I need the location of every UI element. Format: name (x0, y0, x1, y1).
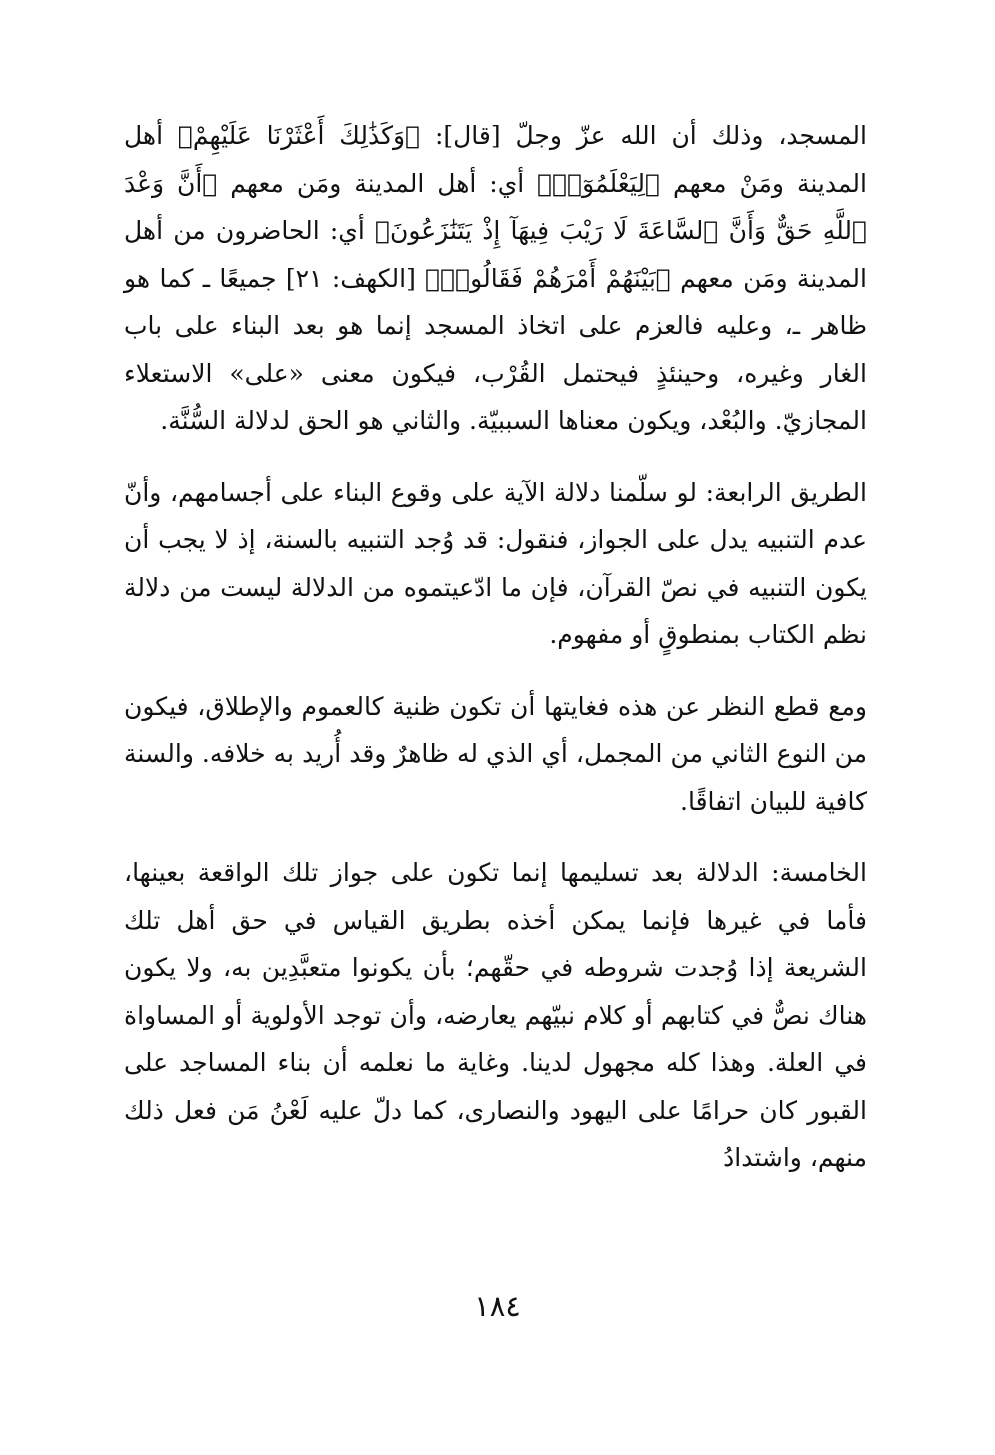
paragraph-2: الطريق الرابعة: لو سلّمنا دلالة الآية على وقوع البناء على أجسامهم، وأنّ عدم التنبيه يدل على الجواز، فنقول: قد وُجد التنبيه بالسنة، إذ لا يجب أن يكون التنبيه في نصّ القرآن، فإن ما ادّعيتموه من الدلالة ليست من دلالة نظم الكتاب بمنطوقٍ أو مفهوم. (124, 477, 867, 649)
body-text (124, 112, 867, 1182)
paragraph-4: الخامسة: الدلالة بعد تسليمها إنما تكون على جواز تلك الواقعة بعينها، فأما في غيرها فإنما يمكن أخذه بطريق القياس في حق أهل تلك الشريعة إذا وُجدت شروطه في حقّهم؛ بأن يكونوا متعبَّدِين به، ولا يكون هناك نصٌّ في كتابهم أو كلام نبيّهم يعارضه، وأن توجد الأولوية أو المساواة في العلة. وهذا كله مجهول لدينا. وغاية ما نعلمه أن بناء المساجد على القبور كان حرامًا على اليهود والنصارى، كما دلّ عليه لَعْنُ مَن فعل ذلك منهم، واشتدادُ (124, 858, 867, 1172)
paragraph-1: المسجد، وذلك أن الله عزّ وجلّ [قال]: ﴿وَكَذَٰلِكَ أَعْثَرْنَا عَلَيْهِمْ﴾ أهل المدينة ومَنْ معهم ﴿لِيَعْلَمُوٓا۟﴾ أي: أهل المدينة ومَن معهم ﴿أَنَّ وَعْدَ ٱللَّهِ حَقٌّ وَأَنَّ ٱلسَّاعَةَ لَا رَيْبَ فِيهَآ إِذْ يَتَنَٰزَعُونَ﴾ أي: الحاضرون من أهل المدينة ومَن معهم ﴿بَيْنَهُمْ أَمْرَهُمْ فَقَالُوا۟﴾ [الكهف: ٢١] جميعًا ـ كما هو ظاهر ـ، وعليه فالعزم على اتخاذ المسجد إنما هو بعد البناء على باب الغار وغيره، وحينئذٍ فيحتمل القُرْب، فيكون معنى «على» الاستعلاء المجازيّ. والبُعْد، ويكون معناها السببيّة. والثاني هو الحق لدلالة السُّنَّة. (124, 121, 867, 435)
paragraph-3: ومع قطع النظر عن هذه فغايتها أن تكون ظنية كالعموم والإطلاق، فيكون من النوع الثاني من المجمل، أي الذي له ظاهرٌ وقد أُريد به خلافه. والسنة كافية للبيان اتفاقًا. (124, 691, 867, 816)
page-number: ١٨٤ (474, 1289, 521, 1323)
